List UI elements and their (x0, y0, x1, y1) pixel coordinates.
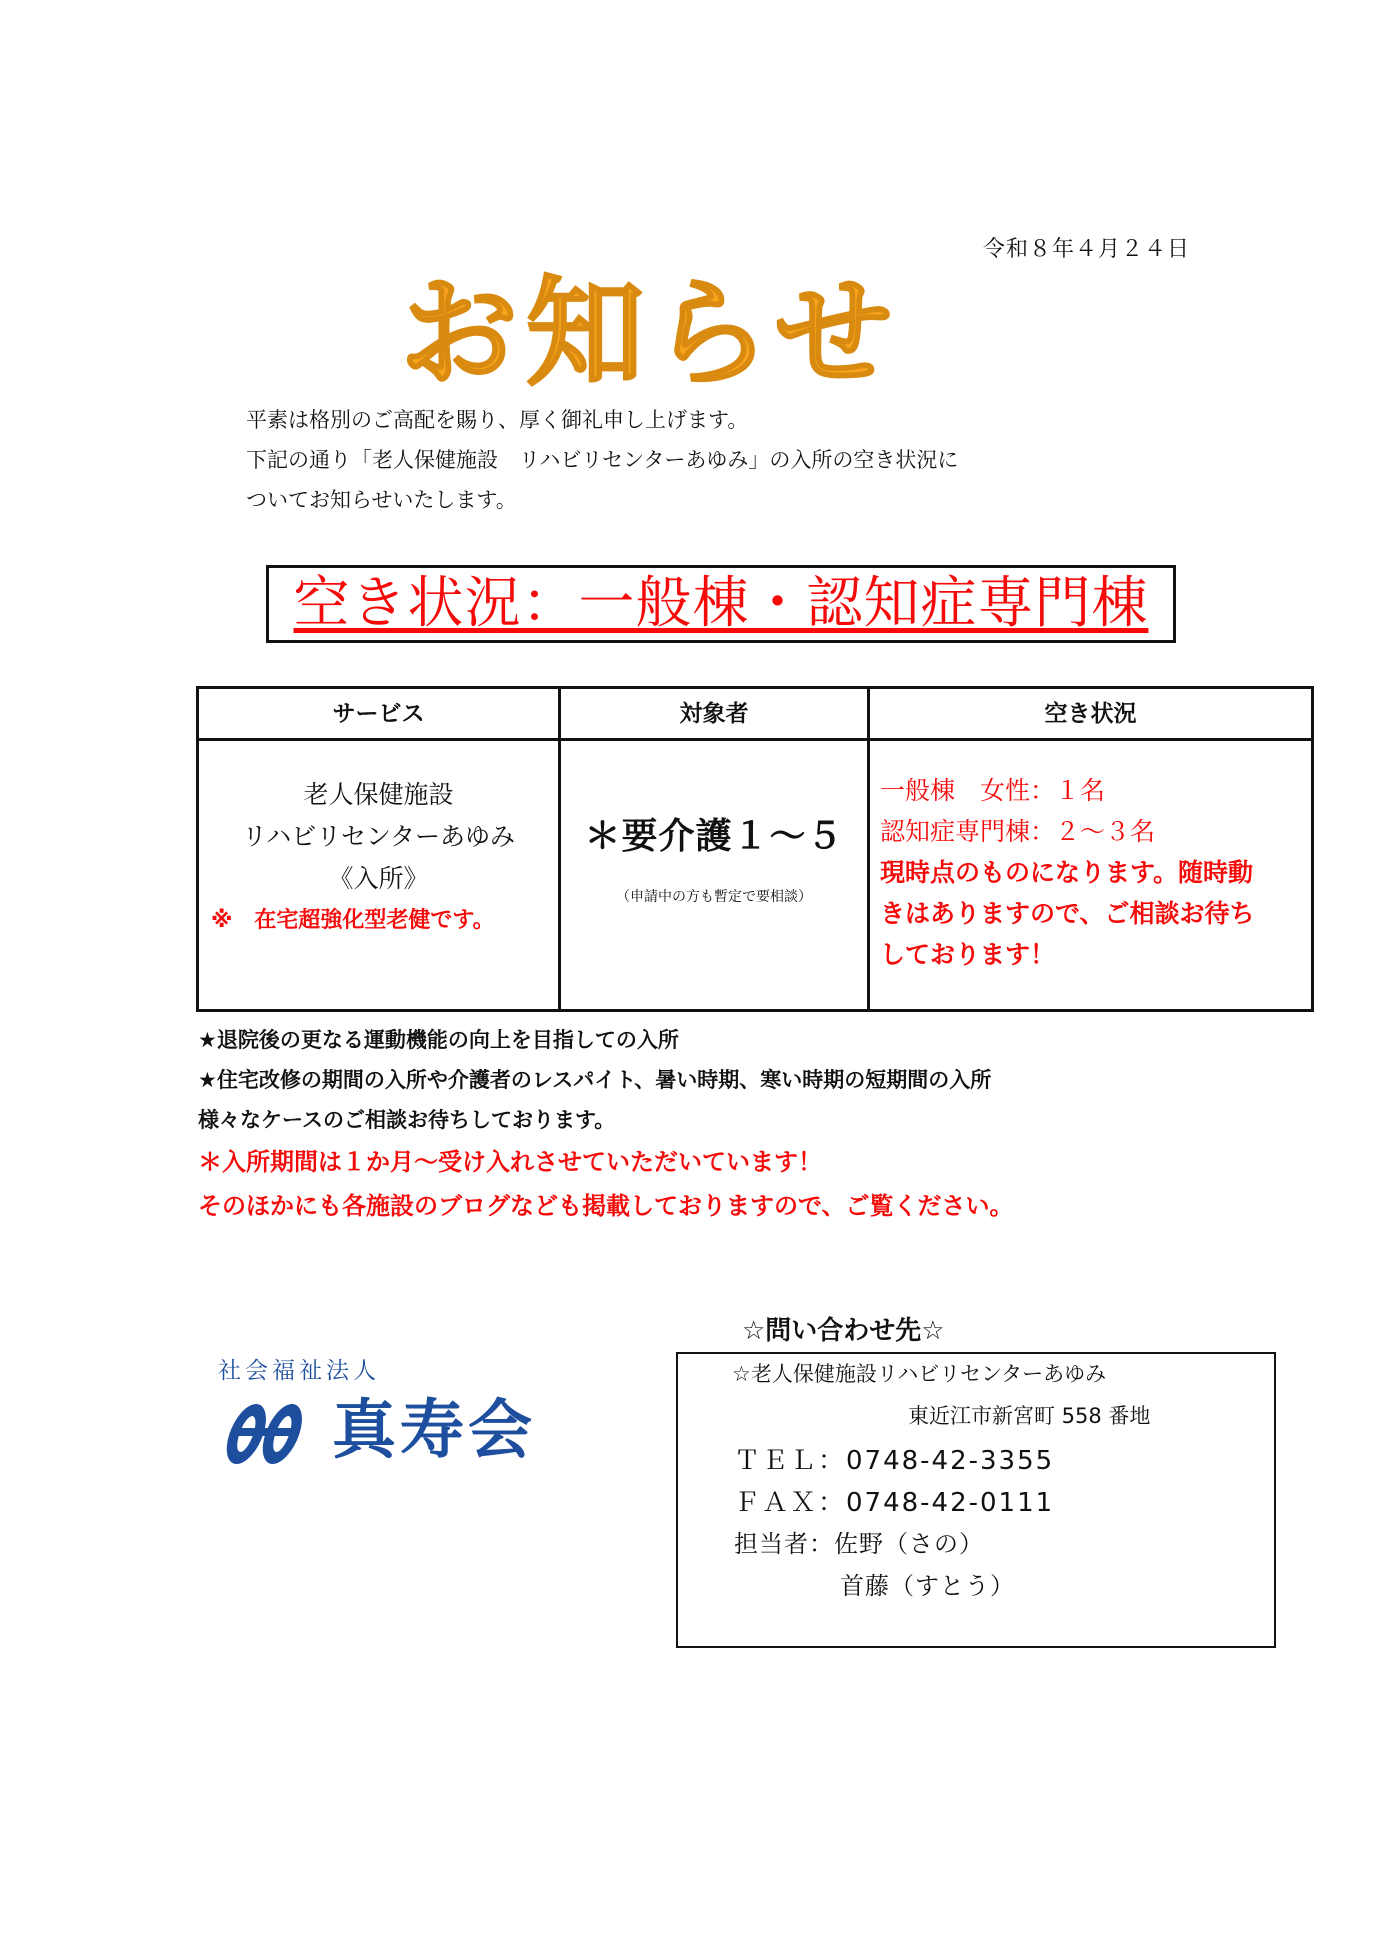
intro-line-1: 平素は格別のご高配を賜り、厚く御礼申し上げます。 (246, 408, 749, 432)
status-heading: 空き状況：一般棟・認知症専門棟 (293, 571, 1149, 636)
table-header-divider (196, 738, 1314, 741)
note-line-5: そのほかにも各施設のブログなども掲載しておりますので、ご覧ください。 (198, 1192, 1014, 1220)
table-header-target: 対象者 (679, 701, 749, 727)
table-header-availability: 空き状況 (1044, 701, 1137, 727)
availability-note-line-3: しております！ (880, 940, 1056, 969)
organization-logo-icon (212, 1392, 332, 1472)
intro-line-2: 下記の通り「老人保健施設 リハビリセンターあゆみ」の入所の空き状況に (246, 448, 959, 472)
contact-fax: ＦＡＸ：0748-42-0111 (734, 1488, 1055, 1518)
organization-caption: 社会福祉法人 (218, 1358, 380, 1384)
note-line-1: ★退院後の更なる運動機能の向上を目指しての入所 (198, 1028, 679, 1052)
intro-paragraph (246, 400, 1226, 520)
service-name-line-3: 《入所》 (328, 864, 429, 893)
availability-general-ward: 一般棟 女性：１名 (880, 776, 1106, 805)
contact-staff-2: 首藤（すとう） (840, 1572, 1015, 1600)
availability-cell (880, 770, 1310, 975)
availability-dementia-ward: 認知症専門棟：２～３名 (880, 817, 1156, 846)
service-name-line-2: リハビリセンターあゆみ (241, 822, 515, 851)
notes-section (198, 1020, 1318, 1228)
organization-name: 真寿会 (332, 1394, 536, 1468)
target-care-level: ＊要介護１～５ (584, 816, 844, 857)
availability-note-line-2: きはありますので、ご相談お待ち (880, 899, 1255, 928)
service-name-line-1: 老人保健施設 (303, 780, 454, 809)
target-note: （申請中の方も暫定で要相談） (616, 889, 812, 905)
contact-address: 東近江市新宮町 558 番地 (908, 1404, 1151, 1428)
availability-note-line-1: 現時点のものになります。随時動 (880, 858, 1254, 887)
note-line-2: ★住宅改修の期間の入所や介護者のレスパイト、暑い時期、寒い時期の短期間の入所 (198, 1068, 992, 1092)
page-title: お知らせ (400, 264, 901, 402)
contact-staff-1: 担当者：佐野（さの） (734, 1530, 984, 1558)
table-header-service: サービス (332, 701, 425, 727)
contact-heading: ☆問い合わせ先☆ (742, 1316, 945, 1346)
document-date: 令和８年４月２４日 (982, 237, 1190, 262)
note-line-4: ＊入所期間は１か月～受け入れさせていただいています！ (198, 1148, 822, 1176)
contact-facility: ☆老人保健施設リハビリセンターあゆみ (732, 1362, 1107, 1386)
service-cell (199, 774, 558, 942)
contact-tel: ＴＥＬ：0748-42-3355 (734, 1446, 1055, 1476)
service-note: ※ 在宅超強化型老健です。 (211, 908, 495, 933)
intro-line-3: ついてお知らせいたします。 (246, 488, 517, 512)
note-line-3: 様々なケースのご相談お待ちしております。 (198, 1108, 616, 1132)
